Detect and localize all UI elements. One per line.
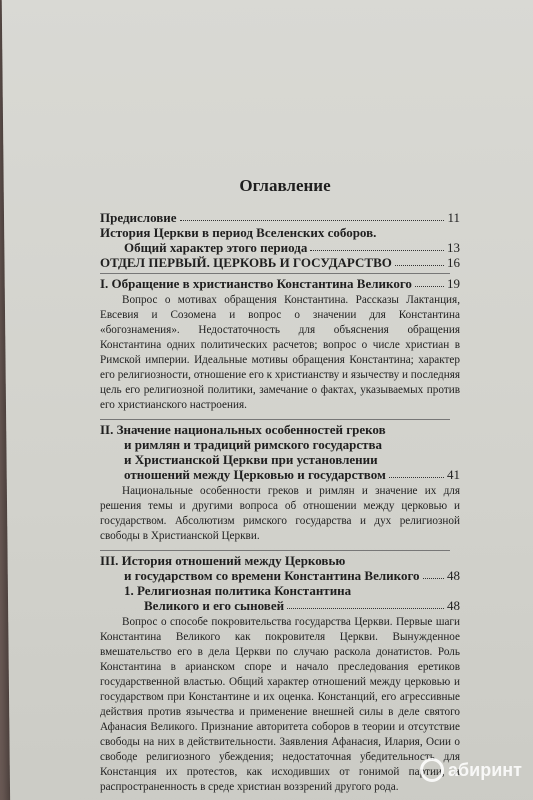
- toc-entry-ch3-sec1[interactable]: 1. Религиозная политика Константина: [124, 583, 352, 598]
- toc-entry-ch3-sec1-last[interactable]: Великого и его сыновей 48: [144, 598, 460, 613]
- toc-entry-dept1[interactable]: ОТДЕЛ ПЕРВЫЙ. ЦЕРКОВЬ И ГОСУДАРСТВО 16: [100, 255, 460, 270]
- labirint-logo-icon: [420, 758, 444, 782]
- toc-entry-ch1[interactable]: I. Обращение в христианство Константина Великого 19: [100, 276, 460, 291]
- ch2-description: Национальные особенности греков и римлян и значение их для решения темы и другими вопроса об отношении между церковью и государством. Абсолютизм римского государства и дух религиозной свободы в Христианской Церкви.: [100, 485, 460, 542]
- divider: [100, 273, 450, 274]
- toc-entry-history[interactable]: История Церкви в период Вселенских соборов.: [100, 225, 377, 240]
- toc-entry-ch2-last[interactable]: отношений между Церковью и государством 41: [124, 467, 460, 482]
- table-of-contents: Оглавление Предисловие 11 История Церкви в период Вселенских соборов. Общий характер этого периода 13 ОТДЕЛ ПЕРВЫЙ. ЦЕРКОВЬ И ГОСУДАРСТВО 16 I. Обращение в христианство Константина Великого 19 Вопрос о мотивах обращения Константина. Рассказы Лактанция, Евсевия и Созомена и вопрос о значении для Константина «богознамения». Недостаточность для объяснения обращения Константина одних политических расчетов; вопрос о числе христиан в Римской империи. Идеальные мотивы обращения Константина; характер его религиозности, отношение его к христианству и язычеству и последняя цель его религиозной политики, замечание о фактах, указываемых против его христианского настроения. II. Значение национальных особенностей греков и римлян и традиций римского государства и Христианской Церкви при установлении отношений между Церковью и государством 41 Национальные особенности греков и римлян и значение их для решения темы и другими вопроса об отношении между церковью и государством. Абсолютизм римского государства и дух религиозной свободы в Христианской Церкви. III. История отношений между Церковью и государством со времени Константина Великого 48 1. Религиозная политика Константина Великого и его сыновей 48 Вопрос о способе покровительства государства Церкви. Первые шаги Константина Великого как покровителя Церкви. Вынужденное вмешательство его в дела Церкви по случаю раскола донатистов. Роль Константина в арианском споре и начало преследования еретиков государственной властью. Общий характер отношений между церковью и государством при Константине и их оценка. Констанций, его агрессивные действия против язычества и применение внешней силы в деле святого Афанасия Великого. Признание авторитета соборов в теории и отсутствие свободы на них в действительности. Заявления Афанасия, Илария, Осии о свободе религиозного убеждения; недостаточная убедительность для Констанция их протестов, как исходивших от гонимой партии, и распространенность в среде христиан воззрений другого рода.: [100, 176, 460, 793]
- leader-dots: [180, 220, 445, 221]
- ch3-description: Вопрос о способе покровительства государства Церкви. Первые шаги Константина Великого как покровителя Церкви. Вынужденное вмешательство его в дела Церкви по случаю раскола донатистов. Роль Константина в арианском споре и начало преследования еретиков государственной властью. Общий характер отношений между церковью и государством при Константине и их оценка. Констанций, его агрессивные действия против язычества и применение внешней силы в деле святого Афанасия Великого. Признание авторитета соборов в теории и отсутствие свободы на них в действительности. Заявления Афанасия, Илария, Осии о свободе религиозного убеждения; недостаточная убедительность для Констанция их протестов, как исходивших от гонимой партии, и распространенность в среде христиан воззрений другого рода.: [100, 616, 460, 793]
- toc-entry-ch3[interactable]: III. История отношений между Церковью: [100, 553, 346, 568]
- toc-title: Оглавление: [239, 176, 331, 195]
- toc-entry-ch3-last[interactable]: и государством со времени Константина Великого 48: [124, 568, 460, 583]
- divider: [100, 550, 450, 551]
- toc-entry-preface[interactable]: Предисловие 11: [100, 210, 460, 225]
- divider: [100, 419, 450, 420]
- watermark-logo: абиринт: [420, 758, 522, 782]
- toc-entry-history-sub[interactable]: Общий характер этого периода 13: [124, 240, 460, 255]
- toc-entry-ch2[interactable]: II. Значение национальных особенностей греков: [100, 422, 386, 437]
- ch1-description: Вопрос о мотивах обращения Константина. Рассказы Лактанция, Евсевия и Созомена и вопрос о значении для Константина «богознамения». Недостаточность для объяснения обращения Константина одних политических расчетов; вопрос о числе христиан в Римской империи. Идеальные мотивы обращения Константина; характер его религиозности, отношение его к христианству и язычеству и последняя цель его религиозной политики, замечание о фактах, указываемых против его христианского настроения.: [100, 294, 460, 411]
